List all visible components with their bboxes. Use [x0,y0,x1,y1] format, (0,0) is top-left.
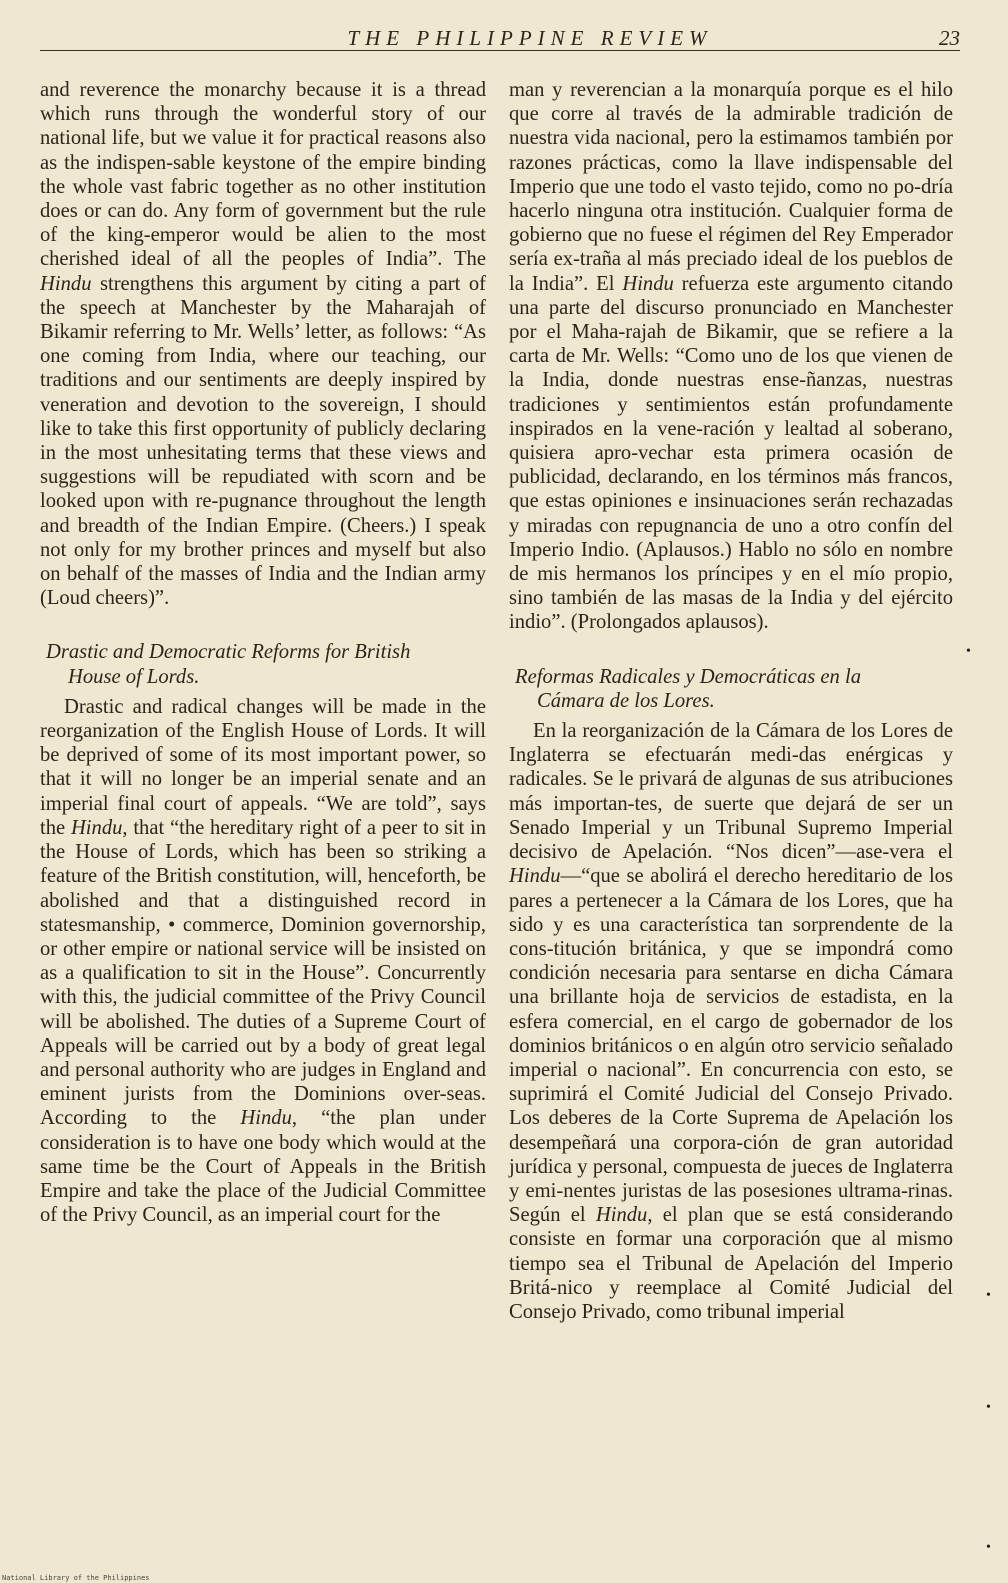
italic-title: Hindu [509,865,561,888]
text-run: strengthens this argument by citing a part of the speech at Manchester by the Maharajah of Bikamir referring to Mr. Wells’ letter, as follows: “As one coming from India, where our teaching, our traditions and our sentiments are deeply inspired by veneration and devotion to the sovereign, I should like to take this first opportunity of publicly declaring in the most unhesitating terms that these views and suggestions will be repudiated with scorn and be looked upon with re-pugnance throughout the length and breadth of the Indian Empire. (Cheers.) I speak not only for my brother princes and myself but also on behalf of the masses of India and the Indian army (Loud cheers)”. [40,272,486,610]
page-number: 23 [939,26,960,50]
english-paragraph-reforms [40,695,486,1227]
spanish-column [509,78,953,1324]
italic-title: Hindu [595,1204,648,1227]
heading-line: Drastic and Democratic Reforms for British [46,641,411,664]
header-rule [40,50,960,51]
margin-dot-mark: • [986,1288,991,1303]
text-run: —“que se abolirá el derecho hereditario de los pares a pertenecer a la Cámara de los Lores, que ha sido y es una característica tan sorprendente de la cons-titución británica, y que se impondrá como condición necesaria para sentarse en dicha Cámara una brillante hoja de servicios de estadista, en la esfera comercial, en el cargo de gobernador de los dominios británicos o en algún otro servicio señalado imperial o nacional”. En concurrencia con esto, se suprimirá el Comité Judicial del Consejo Privado. Los deberes de la Corte Suprema de Apelación los desempeñará una corpora-ción de gran autoridad jurídica y personal, compuesta de jueces de Inglaterra y emi-nentes juristas de las posesiones ultrama-rinas. Según el [509,865,953,1227]
text-run: , el plan que se está considerando consiste en formar una corporación que al mismo tiempo sea el Tribunal de Apelación del Imperio Britá-nico y reemplace al Comité Judicial del Consejo Privado, como tribunal imperial [509,1204,953,1323]
heading-line: Reformas Radicales y Democráticas en la [515,665,862,688]
margin-dot-mark: • [966,644,971,659]
margin-dot-mark: • [986,1540,991,1555]
text-run: Drastic and radical changes will be made in the reorganization of the English House of Lords. It will be deprived of some of its most important power, so that it will no longer be an imperial senate and an imperial final court of appeals. “We are told”, says the [40,695,486,839]
italic-title: Hindu [70,816,123,839]
italic-title: Hindu [40,272,92,295]
text-run: En la reorganización de la Cámara de los Lores de Inglaterra se efectuarán medi-das enérgicas y radicales. Se le privará de algunas de sus atribuciones más importan-tes, de suerte que dejará de ser un Senado Imperial y un Tribunal Supremo Imperial decisivo de Apelación. “Nos dicen”—ase-vera el [509,720,953,864]
text-run: , “the plan under consideration is to have one body which would at the same time be the Court of Appeals in the British Empire and take the place of the Judicial Committee of the Privy Council, as an imperial court for the [40,1107,486,1227]
spanish-paragraph-reforms [509,719,953,1324]
library-credit: National Library of the Philippines [2,1574,150,1582]
margin-dot-mark: • [986,1400,991,1415]
running-title: THE PHILIPPINE REVIEW [347,26,713,50]
text-run: man y reverencian a la monarquía porque es el hilo que corre al través de la admirable tradición de nuestra vida nacional, pero la estimamos también por razones prácticas, como la llave indispensable del Imperio que une todo el vasto tejido, como no po-dría hacerlo ninguna otra institución. Cualquier forma de gobierno que no fuese el régimen del Rey Emperador sería ex-traña al más preciado ideal de los pueblos de la India”. El [509,79,953,295]
italic-title: Hindu [240,1107,292,1130]
text-run: , that “the hereditary right of a peer to sit in the House of Lords, which has been so striking a feature of the British constitution, will, henceforth, be abolished and that a distinguished record in statesmanship, • commerce, Dominion governorship, or other empire or national service will be insisted on as a qualification to sit in the House”. Concurrently with this, the judicial committee of the Privy Council will be abolished. The duties of a Supreme Court of Appeals will be carried out by a body of great legal and personal authority who are judges in England and eminent jurists from the Dominions over-seas. According to the [40,816,487,1130]
text-run: and reverence the monarchy because it is a thread which runs through the wonderful story of our national life, but we value it for practical reasons also as the indispen-sable keystone of the empire binding the whole vast fabric together as no other institution does or can do. Any form of government but the rule of the king-emperor would be alien to the most cherished ideal of all the peoples of India”. The [40,79,486,271]
english-column [40,78,486,1227]
english-section-heading [40,640,486,688]
heading-line: Cámara de los Lores. [537,689,715,712]
spanish-paragraph-monarchy [509,78,953,635]
italic-title: Hindu [622,272,674,295]
english-paragraph-monarchy [40,78,486,610]
page-header [40,26,960,50]
spanish-section-heading [509,665,953,713]
text-run: refuerza este argumento citando una parte del discurso pronunciado en Manchester por el Maha-rajah de Bikamir, que se refiere a la carta de Mr. Wells: “Como uno de los que vienen de la India, donde nuestras ense-ñanzas, nuestras tradiciones y sentimientos están profundamente inspirados en la vene-ración y lealtad al soberano, quisiera apro-vechar esta primera ocasión de publicidad, declarando, en los términos más francos, que estas opiniones e insinuaciones serán rechazadas y miradas con repugnancia de uno a otro confín del Imperio Indio. (Aplausos.) Hablo no sólo en nombre de mis hermanos los príncipes y en el mío propio, sino también de las masas de la India y del ejército indio”. (Prolongados aplausos). [509,272,953,634]
heading-line: House of Lords. [68,665,200,688]
